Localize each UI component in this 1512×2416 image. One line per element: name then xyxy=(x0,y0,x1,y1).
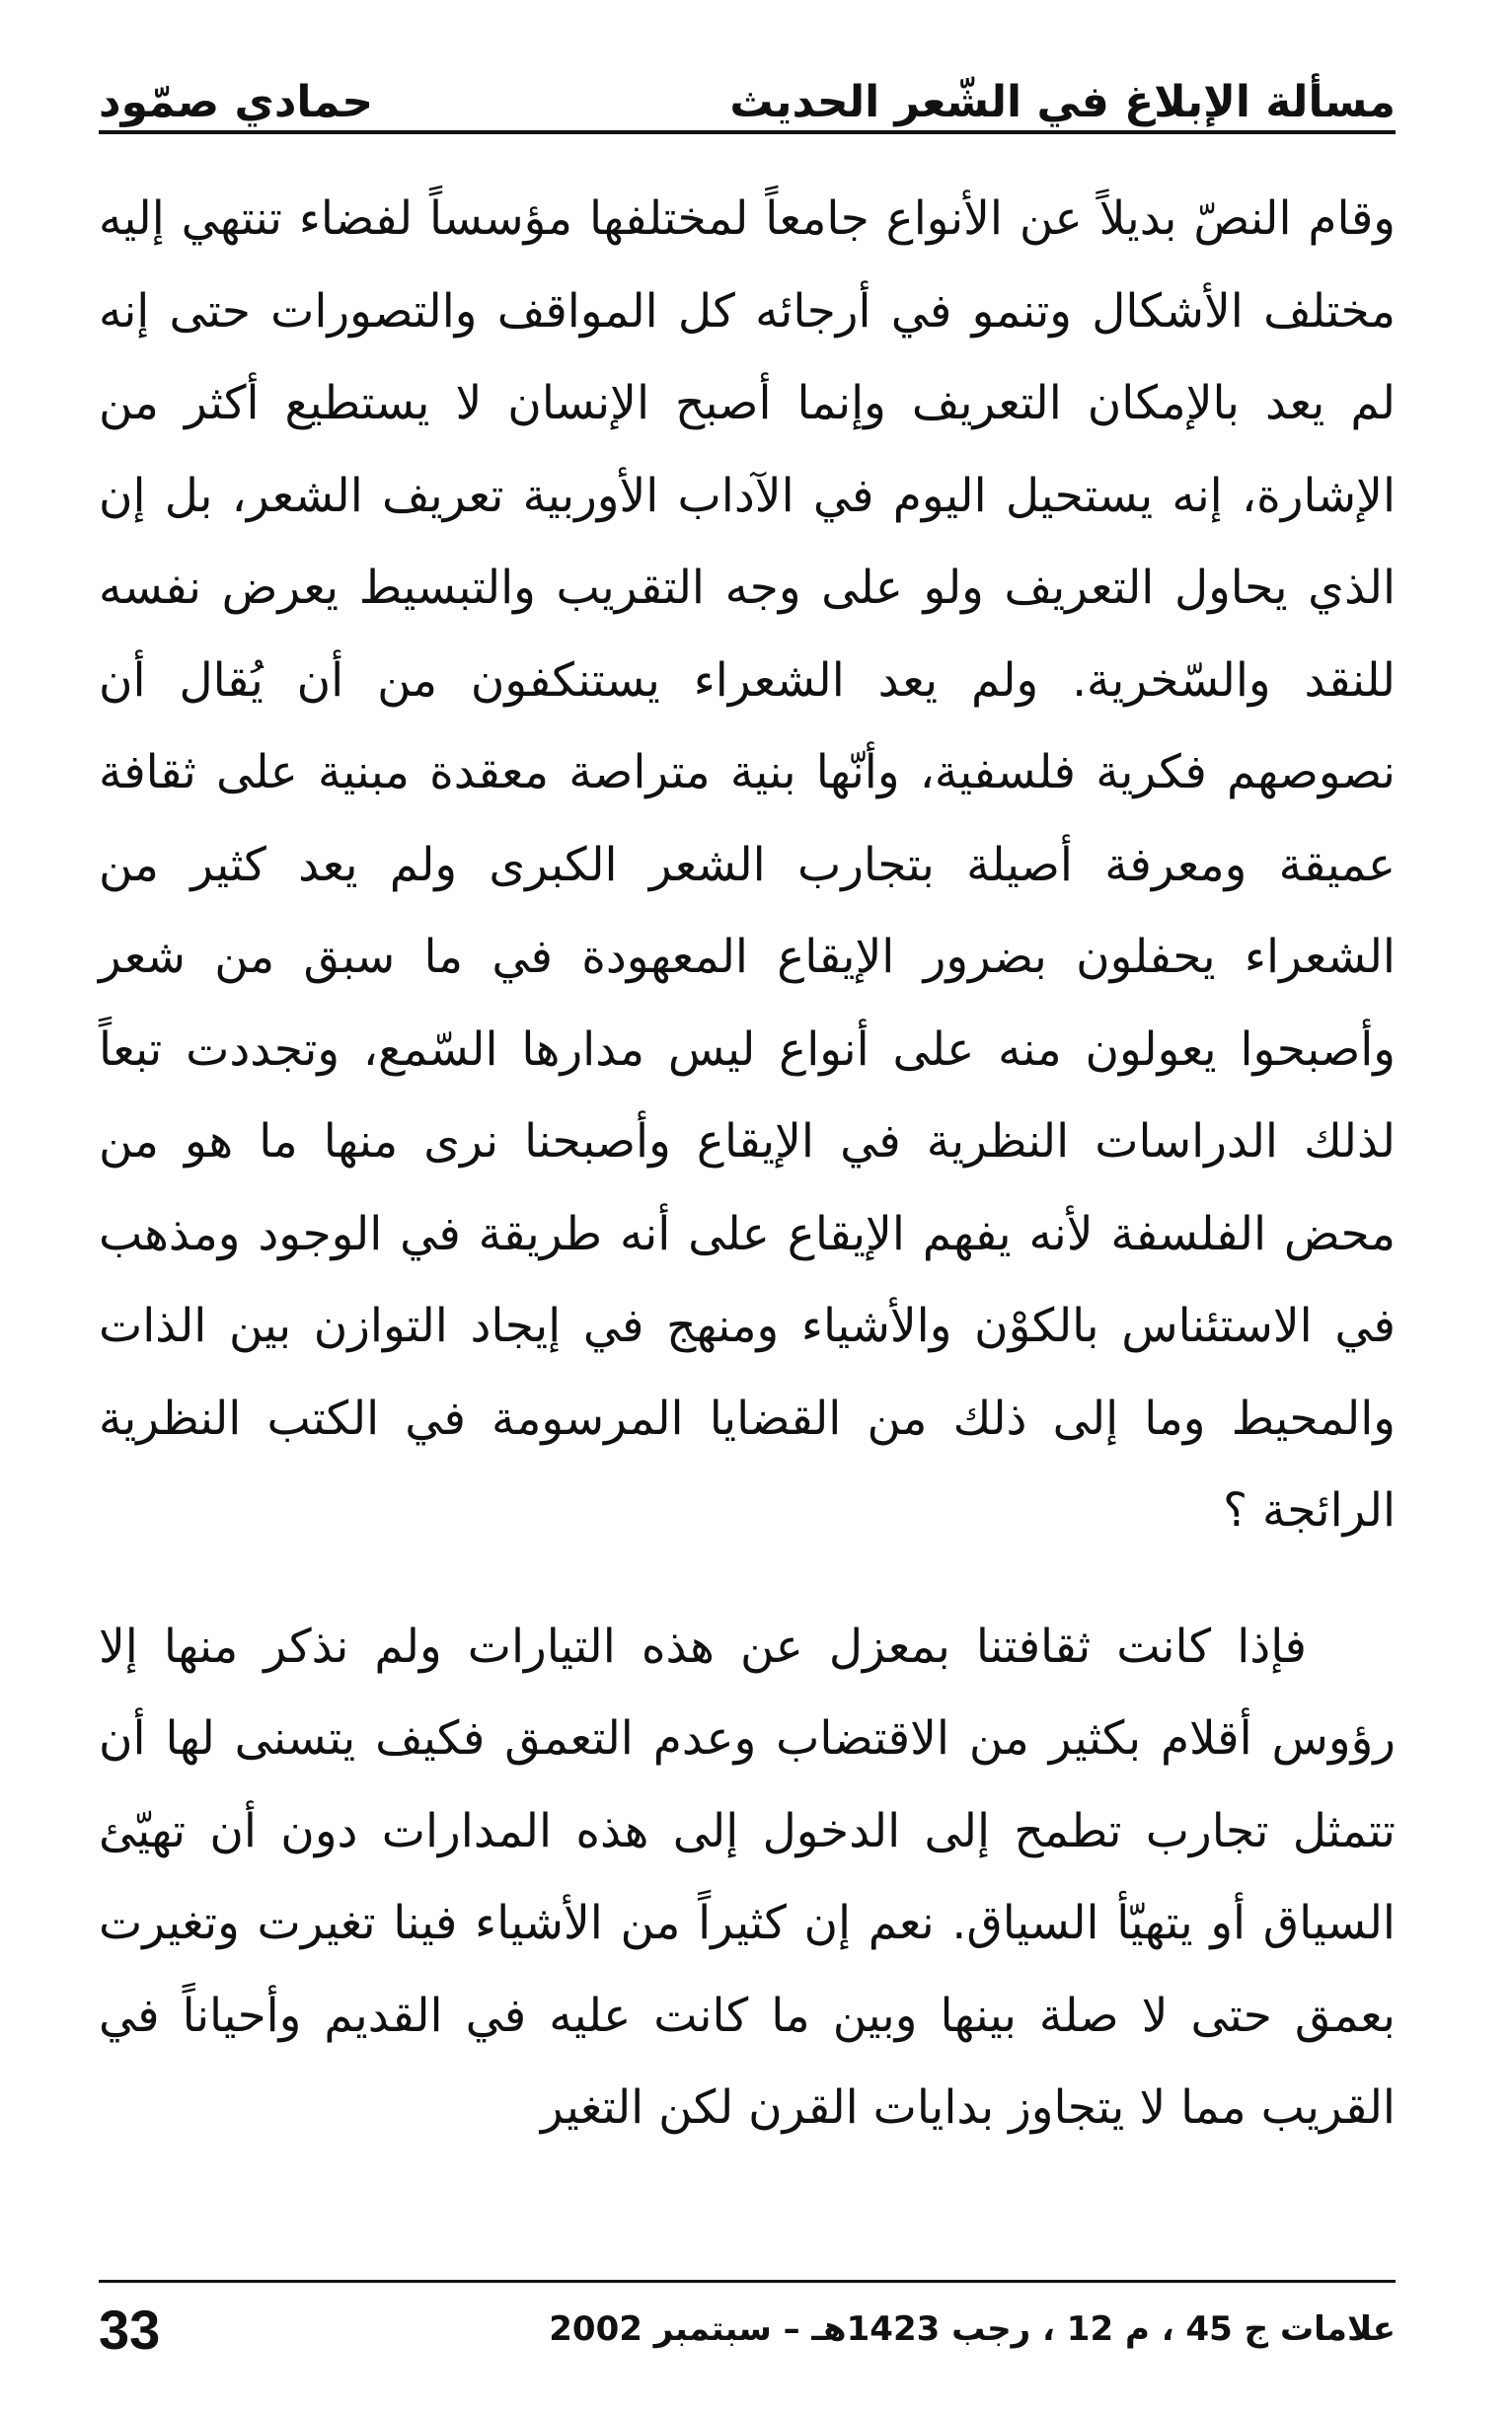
journal-citation: علامات ج 45 ، م 12 ، رجب 1423هـ – سبتمبر 2002 xyxy=(549,2309,1396,2349)
footer-divider xyxy=(99,2280,1396,2283)
author-name: حمادي صمّود xyxy=(99,76,374,127)
running-footer xyxy=(99,2290,1396,2369)
running-header xyxy=(99,47,1396,126)
paragraph-1: وقام النصّ بديلاً عن الأنواع جامعاً لمختلفها مؤسساً لفضاء تنتهي إليه مختلف الأشكال وتنمو في أرجائه كل المواقف والتصورات حتى إنه لم يعد بالإمكان التعريف وإنما أصبح الإنسان لا يستطيع أكثر من الإشارة، إنه يستحيل اليوم في الآداب الأوربية تعريف الشعر، بل إن الذي يحاول التعريف ولو على وجه التقريب والتبسيط يعرض نفسه للنقد والسّخرية. ولم يعد الشعراء يستنكفون من أن يُقال أن نصوصهم فكرية فلسفية، وأنّها بنية متراصة معقدة مبنية على ثقافة عميقة ومعرفة أصيلة بتجارب الشعر الكبرى ولم يعد كثير من الشعراء يحفلون بضرور الإيقاع المعهودة في ما سبق من شعر وأصبحوا يعولون منه على أنواع ليس مدارها السّمع، وتجددت تبعاً لذلك الدراسات النظرية في الإيقاع وأصبحنا نرى منها ما هو من محض الفلسفة لأنه يفهم الإيقاع على أنه طريقة في الوجود ومذهب في الاستئناس بالكوْن والأشياء ومنهج في إيجاد التوازن بين الذات والمحيط وما إلى ذلك من القضايا المرسومة في الكتب النظرية الرائجة ؟ xyxy=(99,191,1396,1538)
article-body xyxy=(99,173,1396,2154)
page-number: 33 xyxy=(99,2298,161,2361)
article-title: مسألة الإبلاغ في الشّعر الحديث xyxy=(729,76,1396,127)
paragraph-2: فإذا كانت ثقافتنا بمعزل عن هذه التيارات ولم نذكر منها إلا رؤوس أقلام بكثير من الاقتضاب وعدم التعمق فكيف يتسنى لها أن تتمثل تجارب تطمح إلى الدخول إلى هذه المدارات دون أن تهيّئ السياق أو يتهيّأ السياق. نعم إن كثيراً من الأشياء فينا تغيرت وتغيرت بعمق حتى لا صلة بينها وبين ما كانت عليه في القديم وأحياناً في القريب مما لا يتجاوز بدايات القرن لكن التغير xyxy=(99,1619,1396,2135)
header-divider xyxy=(99,130,1396,134)
